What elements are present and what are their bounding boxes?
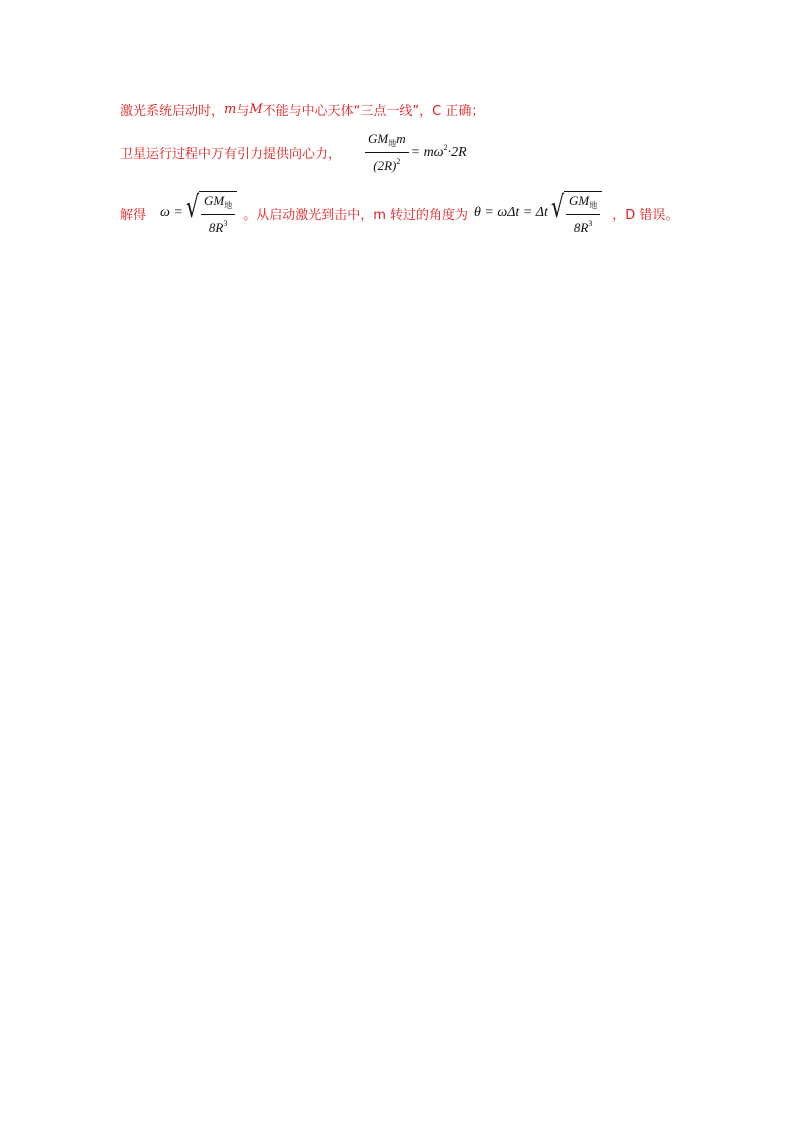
omega-equation xyxy=(160,191,237,235)
theta-sqrt: √ $\frac{GM_地}{8R^3}$ xyxy=(548,191,602,235)
theta-fraction: $\frac{GM_地}{8R^3}$ xyxy=(566,193,600,235)
line1-text-c: 不能与中心天体“三点一线”，C 正确； xyxy=(262,104,485,119)
omega-fraction: $\frac{GM_地}{8R^3}$ xyxy=(201,193,235,235)
line2-text-a: 卫星运行过程中万有引力提供向心力， xyxy=(120,146,342,162)
gravity-fraction xyxy=(365,131,409,173)
paragraph-line-1 xyxy=(120,100,484,119)
var-M: M xyxy=(249,102,263,117)
omega-lhs: ω = xyxy=(160,205,183,220)
line3-text-b: 。从启动激光到击中，m 转过的角度为 xyxy=(243,207,468,223)
gravity-denominator: $(2R)^2$ xyxy=(373,157,401,173)
line1-text-b: 与 xyxy=(236,104,250,119)
gravity-rhs: = $m\omega^2\cdot 2R$ xyxy=(410,143,467,160)
line1-text-a: 激光系统启动时， xyxy=(120,104,225,119)
omega-sqrt: √ $\frac{GM_地}{8R^3}$ xyxy=(183,191,237,235)
gravity-numerator: $GM_地m$ xyxy=(365,131,409,153)
line3-text-a: 解得 xyxy=(120,207,147,223)
paragraph-line-3 xyxy=(120,191,678,235)
gravity-equation xyxy=(363,131,467,173)
theta-equation xyxy=(474,191,602,235)
line3-text-c: ，D 错误。 xyxy=(612,207,679,223)
paragraph-line-2 xyxy=(120,131,467,173)
theta-lhs: θ = ωΔt = Δt xyxy=(474,205,548,220)
var-m: m xyxy=(224,102,237,117)
